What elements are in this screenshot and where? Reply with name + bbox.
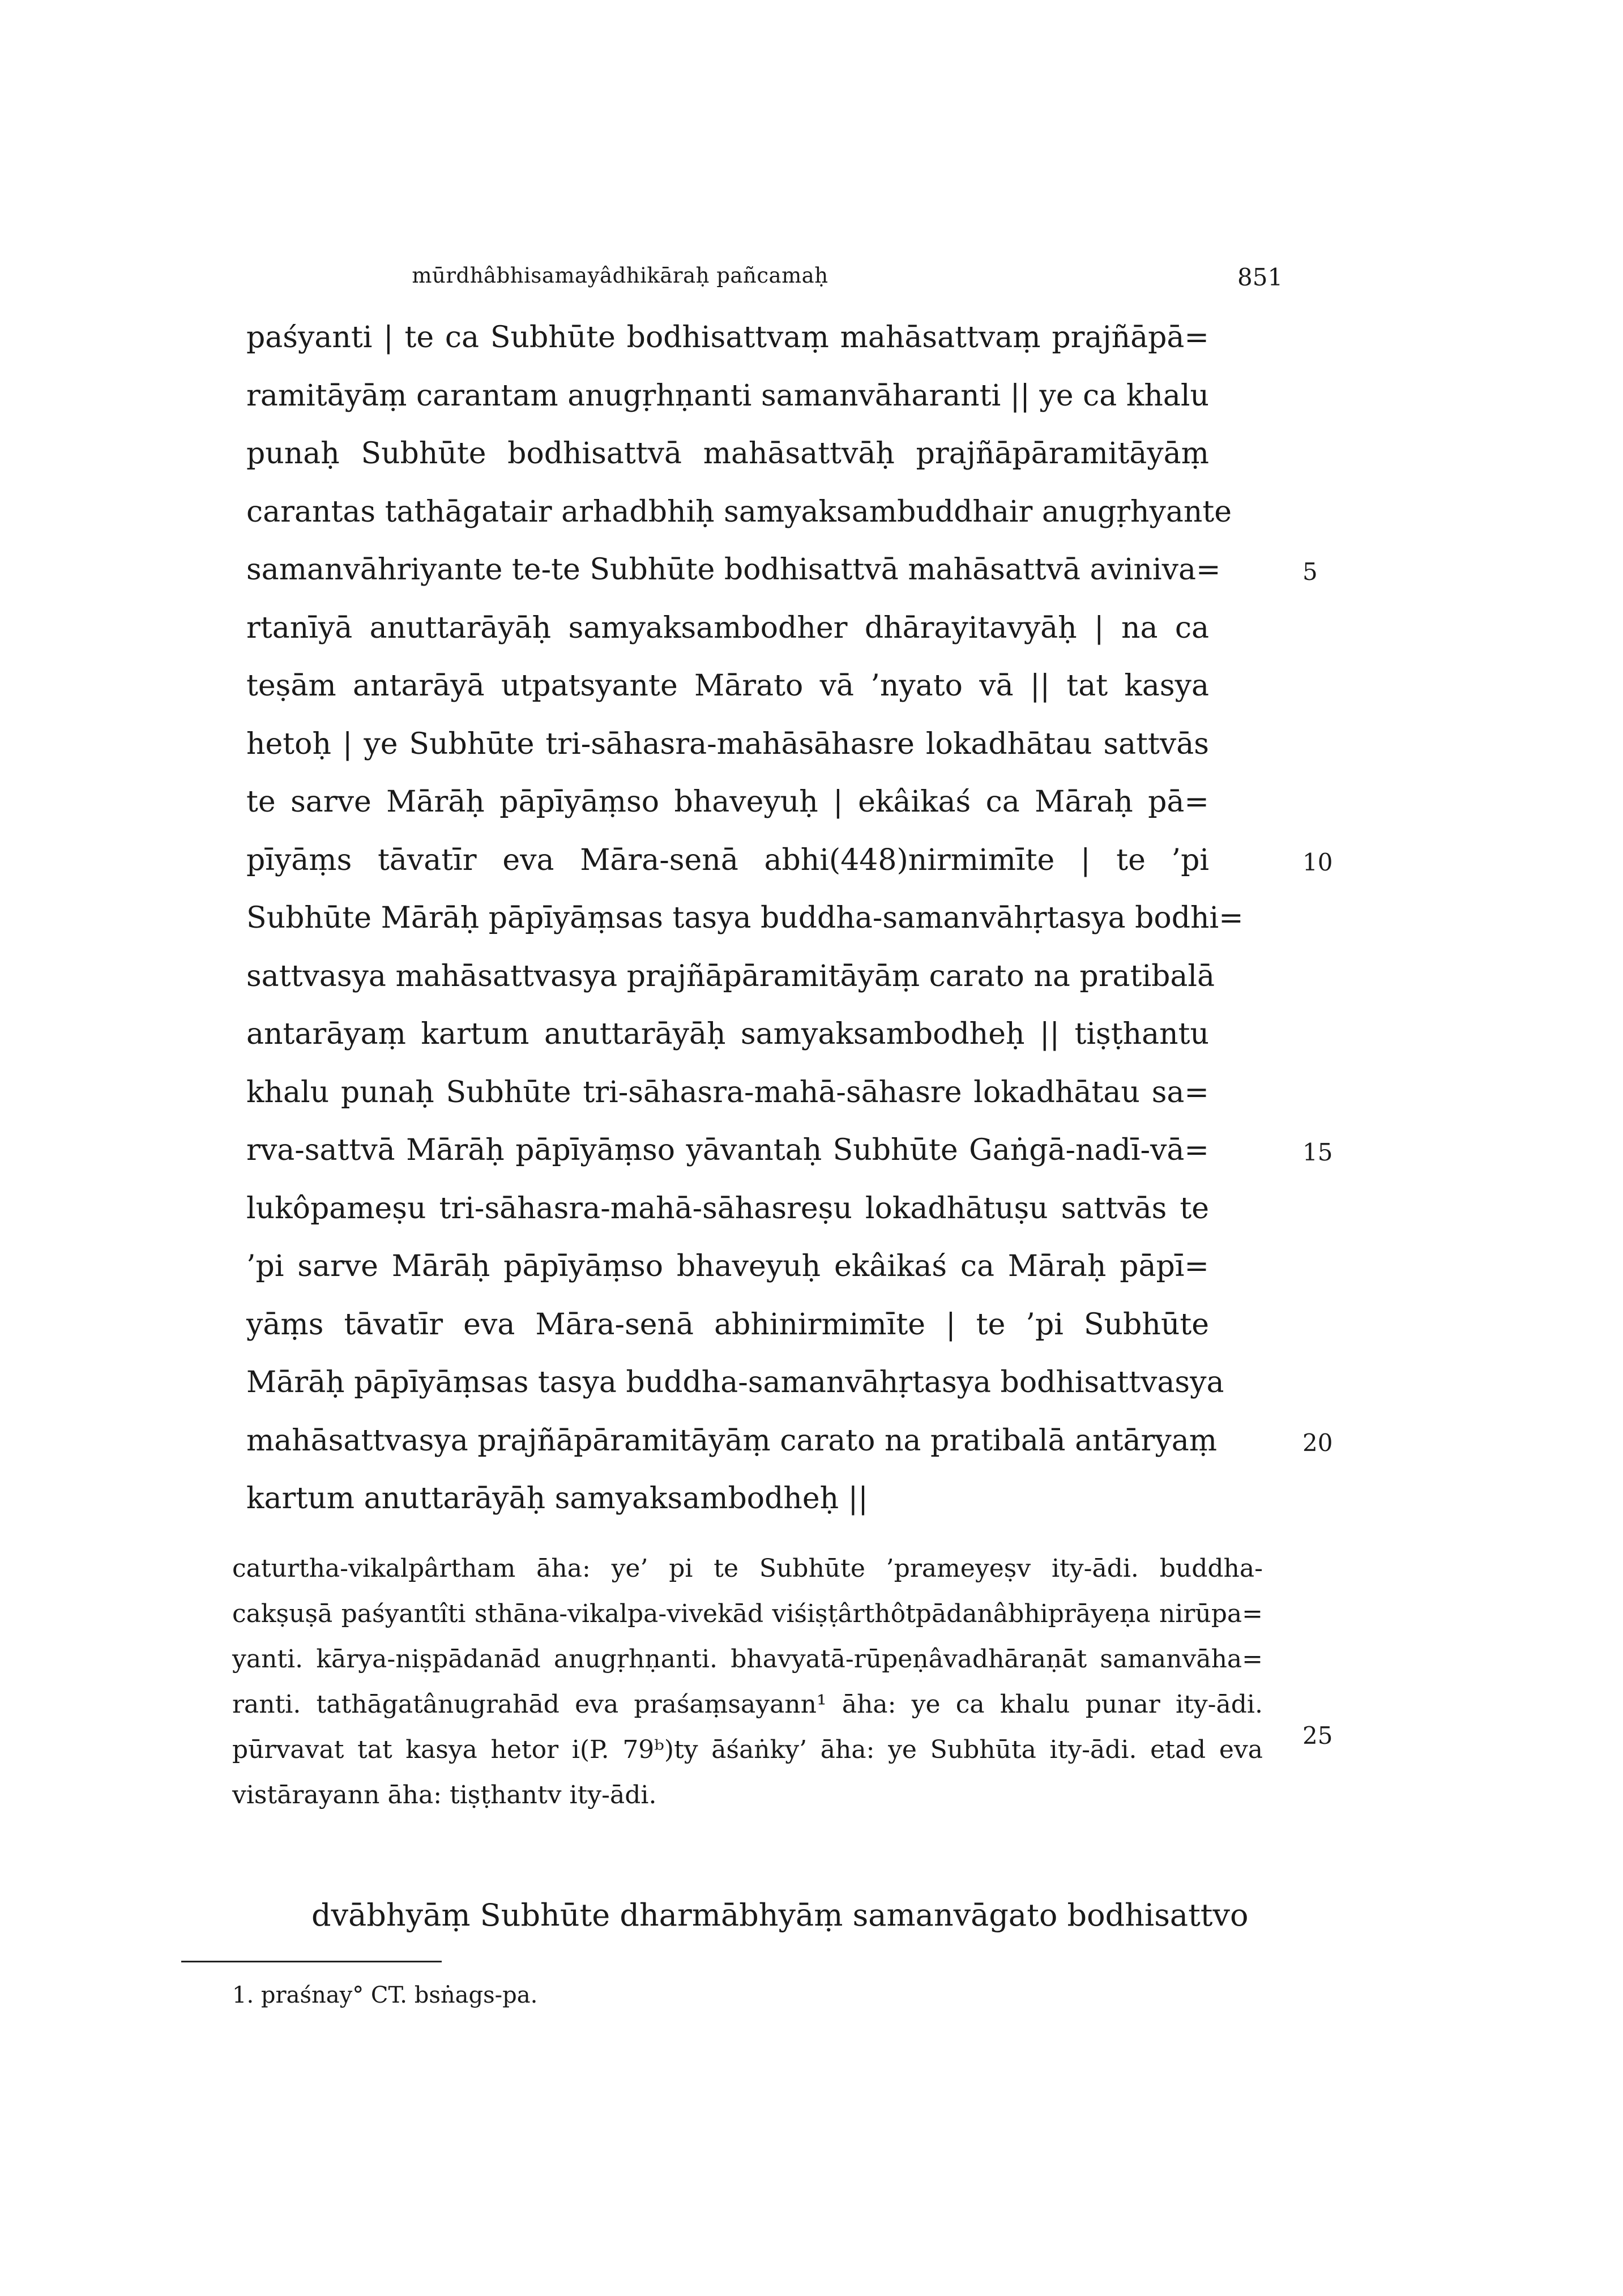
- commentary-line: vistārayann āha: tiṣṭhantv ity-ādi.: [232, 1781, 657, 1810]
- main-text-line: hetoḥ | ye Subhūte tri-sāhasra-mahāsāhasre lokadhātau sattvās: [246, 727, 1209, 761]
- main-text-line: khalu punaḥ Subhūte tri-sāhasra-mahā-sāhasre lokadhātau sa=: [246, 1075, 1209, 1109]
- line-number-10: 10: [1302, 848, 1333, 876]
- main-text-line: sattvasya mahāsattvasya prajñāpāramitāyāṃ carato na pratibalā: [246, 959, 1215, 993]
- line-number-5: 5: [1302, 558, 1318, 586]
- page-number: 851: [1237, 263, 1283, 291]
- main-text-line: Mārāḥ pāpīyāṃsas tasya buddha-samanvāhṛtasya bodhisattvasya: [246, 1365, 1224, 1399]
- commentary-line: yanti. kārya-niṣpādanād anugṛhṇanti. bhavyatā-rūpeṇâvadhāraṇāt samanvāha=: [232, 1645, 1263, 1674]
- main-text-line: kartum anuttarāyāḥ samyaksambodheḥ ||: [246, 1482, 868, 1516]
- main-text-line: pīyāṃs tāvatīr eva Māra-senā abhi(448)nirmimīte | te ’pi: [246, 843, 1209, 877]
- closing-text-line: dvābhyāṃ Subhūte dharmābhyāṃ samanvāgato bodhisattvo: [311, 1897, 1249, 1933]
- main-text-line: te sarve Mārāḥ pāpīyāṃso bhaveyuḥ | ekâikaś ca Māraḥ pā=: [246, 785, 1209, 819]
- main-text-line: antarāyaṃ kartum anuttarāyāḥ samyaksambodheḥ || tiṣṭhantu: [246, 1017, 1209, 1051]
- main-text-line: Subhūte Mārāḥ pāpīyāṃsas tasya buddha-samanvāhṛtasya bodhi=: [246, 901, 1244, 935]
- main-text-line: teṣām antarāyā utpatsyante Mārato vā ’nyato vā || tat kasya: [246, 669, 1209, 703]
- main-text-line: punaḥ Subhūte bodhisattvā mahāsattvāḥ prajñāpāramitāyāṃ: [246, 437, 1209, 471]
- main-text-line: lukôpameṣu tri-sāhasra-mahā-sāhasreṣu lokadhātuṣu sattvās te: [246, 1191, 1209, 1226]
- footnote-rule: [181, 1961, 442, 1962]
- main-text-line: samanvāhriyante te-te Subhūte bodhisattvā mahāsattvā aviniva=: [246, 553, 1221, 587]
- main-text-line: yāṃs tāvatīr eva Māra-senā abhinirmimīte | te ’pi Subhūte: [246, 1307, 1209, 1342]
- line-number-25: 25: [1302, 1722, 1333, 1749]
- commentary-line: pūrvavat tat kasya hetor i(P. 79ᵇ)ty āśaṅky’ āha: ye Subhūta ity-ādi. etad eva: [232, 1735, 1263, 1764]
- main-text-line: carantas tathāgatair arhadbhiḥ samyaksambuddhair anugṛhyante: [246, 494, 1232, 529]
- main-text-line: rtanīyā anuttarāyāḥ samyaksambodher dhārayitavyāḥ | na ca: [246, 611, 1209, 645]
- running-head: mūrdhâbhisamayâdhikāraḥ pañcamaḥ: [412, 263, 828, 288]
- commentary-line: ranti. tathāgatânugrahād eva praśaṃsayann¹ āha: ye ca khalu punar ity-ādi.: [232, 1690, 1263, 1719]
- main-text-line: paśyanti | te ca Subhūte bodhisattvaṃ mahāsattvaṃ prajñāpā=: [246, 321, 1209, 355]
- footnote: 1. praśnay° CT. bsṅags-pa.: [232, 1982, 538, 2008]
- commentary-line: cakṣuṣā paśyantîti sthāna-vikalpa-vivekād viśiṣṭârthôtpādanâbhiprāyeṇa nirūpa=: [232, 1599, 1263, 1628]
- commentary-line: caturtha-vikalpârtham āha: ye’ pi te Subhūte ’prameyeṣv ity-ādi. buddha-: [232, 1554, 1263, 1583]
- line-number-15: 15: [1302, 1138, 1333, 1166]
- main-text-block: [246, 309, 1244, 1528]
- line-number-20: 20: [1302, 1429, 1333, 1457]
- main-text-line: mahāsattvasya prajñāpāramitāyāṃ carato na pratibalā antāryaṃ: [246, 1423, 1218, 1458]
- main-text-line: ramitāyāṃ carantam anugṛhṇanti samanvāharanti || ye ca khalu: [246, 378, 1209, 413]
- commentary-block: [232, 1546, 1263, 1818]
- main-text-line: rva-sattvā Mārāḥ pāpīyāṃso yāvantaḥ Subhūte Gaṅgā-nadī-vā=: [246, 1133, 1209, 1167]
- main-text-line: ’pi sarve Mārāḥ pāpīyāṃso bhaveyuḥ ekâikaś ca Māraḥ pāpī=: [246, 1249, 1209, 1283]
